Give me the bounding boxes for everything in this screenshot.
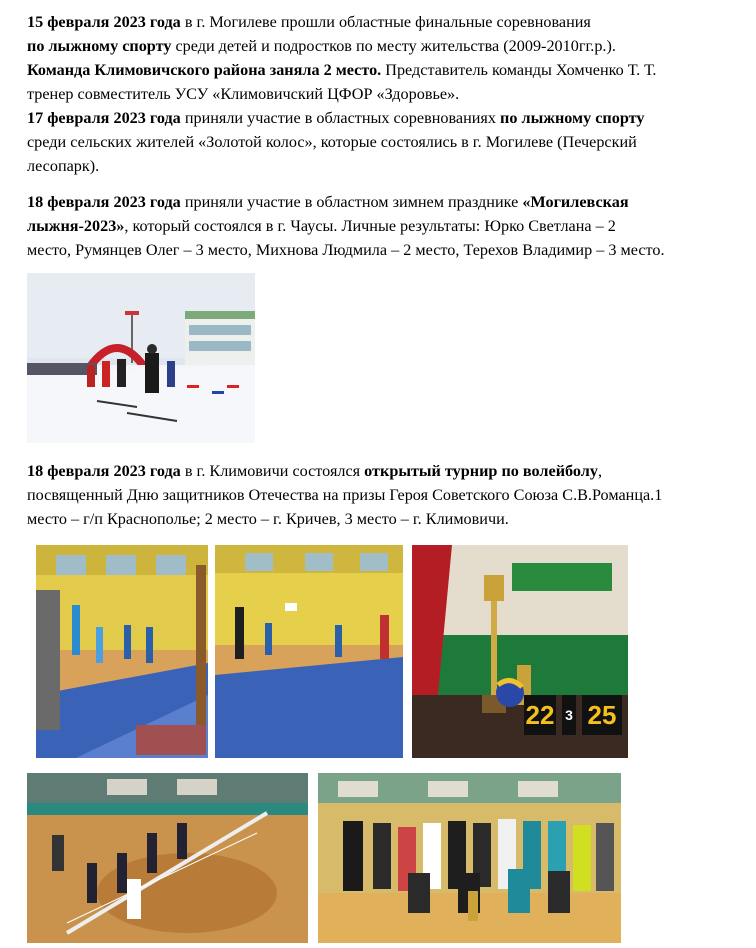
paragraph-ski-finals <box>27 10 739 106</box>
event-bold: «Могилевская <box>522 193 629 211</box>
ski-race-photo <box>27 273 255 443</box>
sport-bold: по лыжному спорту <box>500 109 645 127</box>
date-bold: 15 февраля 2023 года <box>27 13 181 31</box>
text-line <box>27 58 739 82</box>
text-line <box>27 106 739 130</box>
text-line <box>27 483 739 507</box>
result-bold: Команда Климовичского района заняла 2 место. <box>27 61 382 79</box>
text-run: тренер совместитель УСУ «Климовичский ЦФОР «Здоровье». <box>27 85 460 103</box>
trophy-scoreboard-photo <box>412 545 628 758</box>
score-sets: 3 <box>565 707 573 723</box>
date-bold: 18 февраля 2023 года <box>27 193 181 211</box>
text-run: приняли участие в областном зимнем празднике <box>180 193 523 211</box>
text-line <box>27 238 739 262</box>
paragraph-mogilev-ski <box>27 190 739 262</box>
volleyball-photo-3 <box>27 773 308 943</box>
volleyball-photo-1 <box>36 545 208 758</box>
paragraph-volleyball <box>27 459 739 531</box>
text-run: место – г/п Краснополье; 2 место – г. Кричев, 3 место – г. Климовичи. <box>27 510 509 528</box>
text-line <box>27 82 739 106</box>
date-bold: 17 февраля 2023 года <box>27 109 181 127</box>
text-line <box>27 459 739 483</box>
text-run: среди детей и подростков по месту жительства (2009-2010гг.р.). <box>171 37 616 55</box>
text-run: в г. Климовичи состоялся <box>180 462 365 480</box>
text-line <box>27 507 739 531</box>
text-run: посвященный Дню защитников Отечества на призы Героя Советского Союза С.В.Романца.1 <box>27 486 663 504</box>
event-bold: лыжня-2023» <box>27 217 125 235</box>
text-line <box>27 130 739 154</box>
text-line <box>27 214 739 238</box>
paragraph-golden-ear <box>27 106 739 178</box>
score-left: 22 <box>525 700 555 730</box>
text-run: , <box>597 462 603 480</box>
text-line <box>27 190 739 214</box>
text-run: место, Румянцев Олег – 3 место, Михнова Людмила – 2 место, Терехов Владимир – 3 место. <box>27 241 665 259</box>
date-bold: 18 февраля 2023 года <box>27 462 181 480</box>
text-line <box>27 34 739 58</box>
volleyball-photo-2 <box>215 545 403 758</box>
text-run: Представитель команды Хомченко Т. Т. <box>381 61 657 79</box>
event-bold: открытый турнир по волейболу <box>364 462 598 480</box>
score-right: 25 <box>587 700 617 730</box>
text-run: приняли участие в областных соревнованиях <box>180 109 501 127</box>
text-line <box>27 154 739 178</box>
sport-bold: по лыжному спорту <box>27 37 172 55</box>
text-run: в г. Могилеве прошли областные финальные соревнования <box>180 13 591 31</box>
text-line <box>27 10 739 34</box>
text-run: среди сельских жителей «Золотой колос», которые состоялись в г. Могилеве (Печерский <box>27 133 637 151</box>
team-group-photo <box>318 773 621 943</box>
text-run: лесопарк). <box>27 157 100 175</box>
text-run: , который состоялся в г. Чаусы. Личные результаты: Юрко Светлана – 2 <box>124 217 616 235</box>
